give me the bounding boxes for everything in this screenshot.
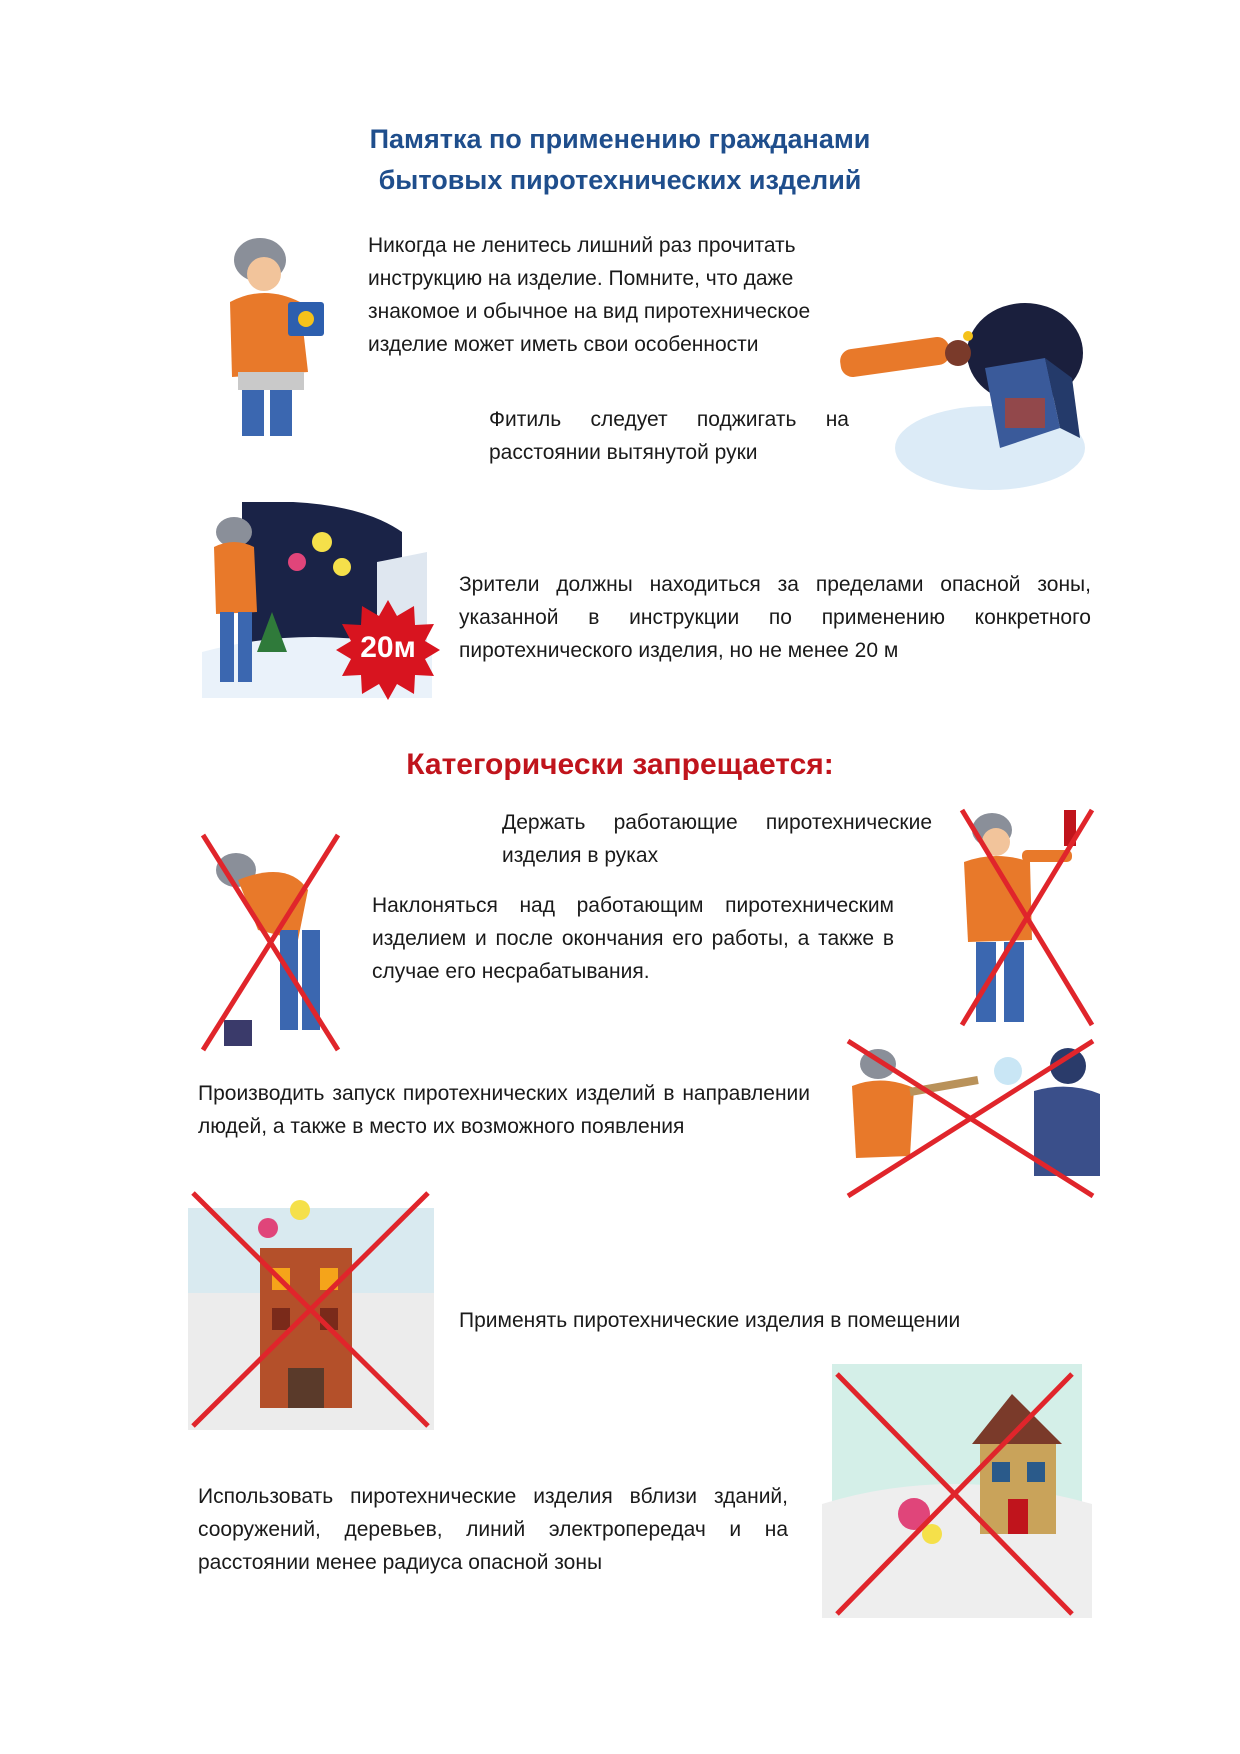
crossed-shooting-at-person-icon [838,1036,1100,1202]
distance-badge-label: 20м [360,631,416,664]
prohibited-heading: Категорически запрещается: [406,748,834,781]
spectators-tip: Зрители должны находиться за пределами опасной зоны, указанной в инструкции по применению конкретного пиротехнического изделия, но не менее 20 м [459,573,1091,662]
distance-badge [336,598,440,702]
fuse-tip-line-1: Фитиль следует поджигать на [489,408,849,431]
hold-prohibition [502,806,932,872]
page-title [0,119,1240,201]
crossed-leaning-man-icon [198,830,346,1054]
man-reading-box-icon [208,232,336,440]
instruction-tip: Никогда не ленитесь лишний раз прочитать инструкцию на изделие. Помните, что даже знакомое и обычное на вид пиротехническое изделие может иметь свои особенности [368,234,811,356]
hand-lighting-cube-icon [840,298,1085,490]
fuse-tip [489,403,849,469]
page-title-line-1: Памятка по применению гражданами [369,124,871,154]
hold-prohibition-line-1: Держать работающие пиротехнические [502,811,932,834]
indoors-prohibition: Применять пиротехнические изделия в помещении [459,1309,961,1332]
launch-prohibition: Производить запуск пиротехнических изделий в направлении людей, а также в место их возможного появления [198,1082,810,1138]
crossed-hand-rocket-icon [952,800,1100,1032]
crossed-fireworks-near-house-icon [822,1364,1092,1618]
near-buildings-prohibition: Использовать пиротехнические изделия вблизи зданий, сооружений, деревьев, линий электропередач и на расстоянии менее радиуса опасной зоны [198,1485,788,1574]
crossed-burning-building-icon [188,1188,434,1430]
hold-prohibition-line-2: изделия в руках [502,844,659,867]
lean-prohibition: Наклоняться над работающим пиротехническим изделием и после окончания его работы, а также в случае его несрабатывания. [372,894,894,983]
fuse-tip-line-2: расстоянии вытянутой руки [489,441,758,464]
page-title-line-2: бытовых пиротехнических изделий [378,165,862,195]
